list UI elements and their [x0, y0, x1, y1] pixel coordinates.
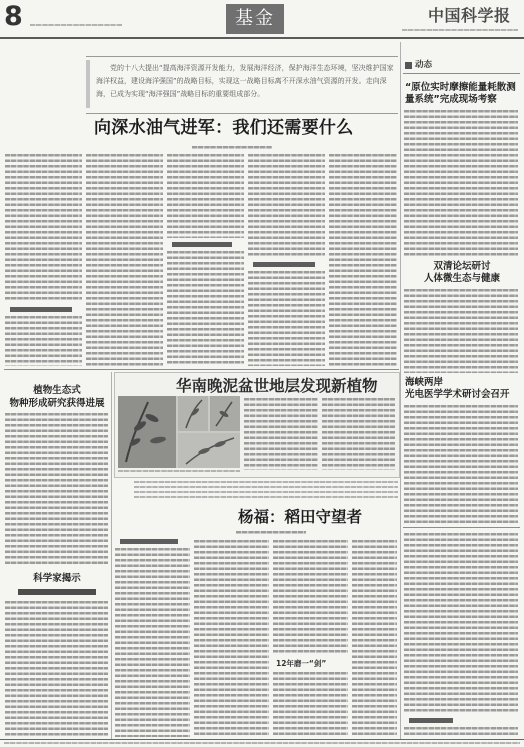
news-column-label: 动态	[415, 60, 433, 70]
news-headline-3-line-2: 光电医学学术研讨会召开	[405, 389, 510, 400]
intro-text: 党的十八大提出“提高海洋资源开发能力，发展海洋经济，保护海洋生态环境，坚决维护国家海洋权益，建设海洋强国”的战略目标，实现这一战略目标离不开深水油气资源的开发。走向深海，已成为实现“海洋强国”战略目标的重要组成部分。	[96, 64, 394, 98]
masthead-logo: 中国科学报	[428, 6, 511, 25]
right-column-divider	[400, 42, 401, 739]
main-article-column-2	[86, 154, 163, 366]
feature-byline	[236, 531, 306, 534]
news-column-rule	[403, 73, 520, 74]
left-headline-2-line-2	[18, 589, 96, 595]
main-article-column-3	[167, 154, 244, 238]
main-article-column-1b	[5, 316, 82, 366]
news-headline-3	[405, 377, 519, 401]
section-label: 基金	[226, 4, 284, 34]
main-article-subhead	[10, 307, 72, 312]
left-column-divider	[111, 372, 112, 739]
left-headline-2	[6, 573, 108, 586]
feature-lead-quote	[134, 481, 398, 501]
news-headline-3-line-1: 海峡两岸	[405, 377, 444, 388]
main-article-column-3b	[167, 251, 244, 366]
header-rule	[0, 37, 524, 39]
left-body-1	[5, 413, 108, 567]
news-column-icon	[405, 62, 412, 69]
feature-column-3b	[273, 672, 348, 737]
news-headline-1: “原位实时摩擦能量耗散测量系统”完成现场考察	[405, 82, 516, 105]
news-column-bottom-rule	[403, 527, 520, 528]
feature-subhead-2: 12年磨一“剑”	[276, 659, 327, 668]
page-number: 8	[4, 1, 23, 32]
mid-rule	[4, 369, 399, 370]
feature-column-5	[404, 533, 518, 714]
fossil-photo-caption	[118, 470, 240, 473]
left-headline-1-line-1: 植物生态式	[33, 385, 81, 396]
feature-column-3	[273, 540, 348, 654]
main-headline: 向深水油气进军：我们还需要什么	[94, 118, 354, 138]
news-headline-2-line-2: 人体微生态与健康	[423, 273, 500, 284]
news-headline-2-line-1: 双清论坛研讨	[433, 261, 491, 272]
news-body-3	[404, 405, 518, 523]
feature-column-4	[352, 540, 397, 737]
feature-column-2	[194, 540, 269, 737]
news-body-1	[404, 110, 518, 256]
intro-ornament	[86, 60, 90, 108]
footer-text	[4, 742, 520, 745]
feature-headline: 杨福：稻田守望者	[238, 508, 363, 526]
fossil-body-column-1	[244, 398, 318, 470]
masthead-credits	[402, 29, 518, 32]
fossil-story-headline: 华南晚泥盆世地层发现新植物	[176, 377, 378, 395]
news-headline-2	[405, 261, 519, 285]
main-article-column-4	[248, 154, 325, 258]
main-article-column-4b	[248, 271, 325, 366]
left-headline-1	[6, 385, 108, 410]
main-article-subhead	[253, 262, 315, 267]
main-article-column-5	[329, 154, 397, 366]
main-article-column-1	[5, 154, 82, 302]
feature-subhead	[120, 539, 178, 544]
left-body-2	[5, 601, 108, 737]
main-article-subhead	[172, 242, 232, 247]
feature-subhead-3	[409, 718, 453, 723]
fossil-body-column-2	[322, 398, 395, 470]
feature-column-5b	[404, 727, 518, 737]
news-body-2	[404, 289, 518, 373]
date-line	[30, 24, 122, 27]
left-headline-2-line-1: 科学家揭示	[33, 573, 81, 584]
main-byline	[192, 146, 272, 149]
left-headline-1-line-2: 物种形成研究获得进展	[9, 397, 105, 409]
feature-column-1	[115, 548, 190, 737]
footer-rule	[0, 739, 524, 740]
fossil-photo	[118, 396, 240, 468]
